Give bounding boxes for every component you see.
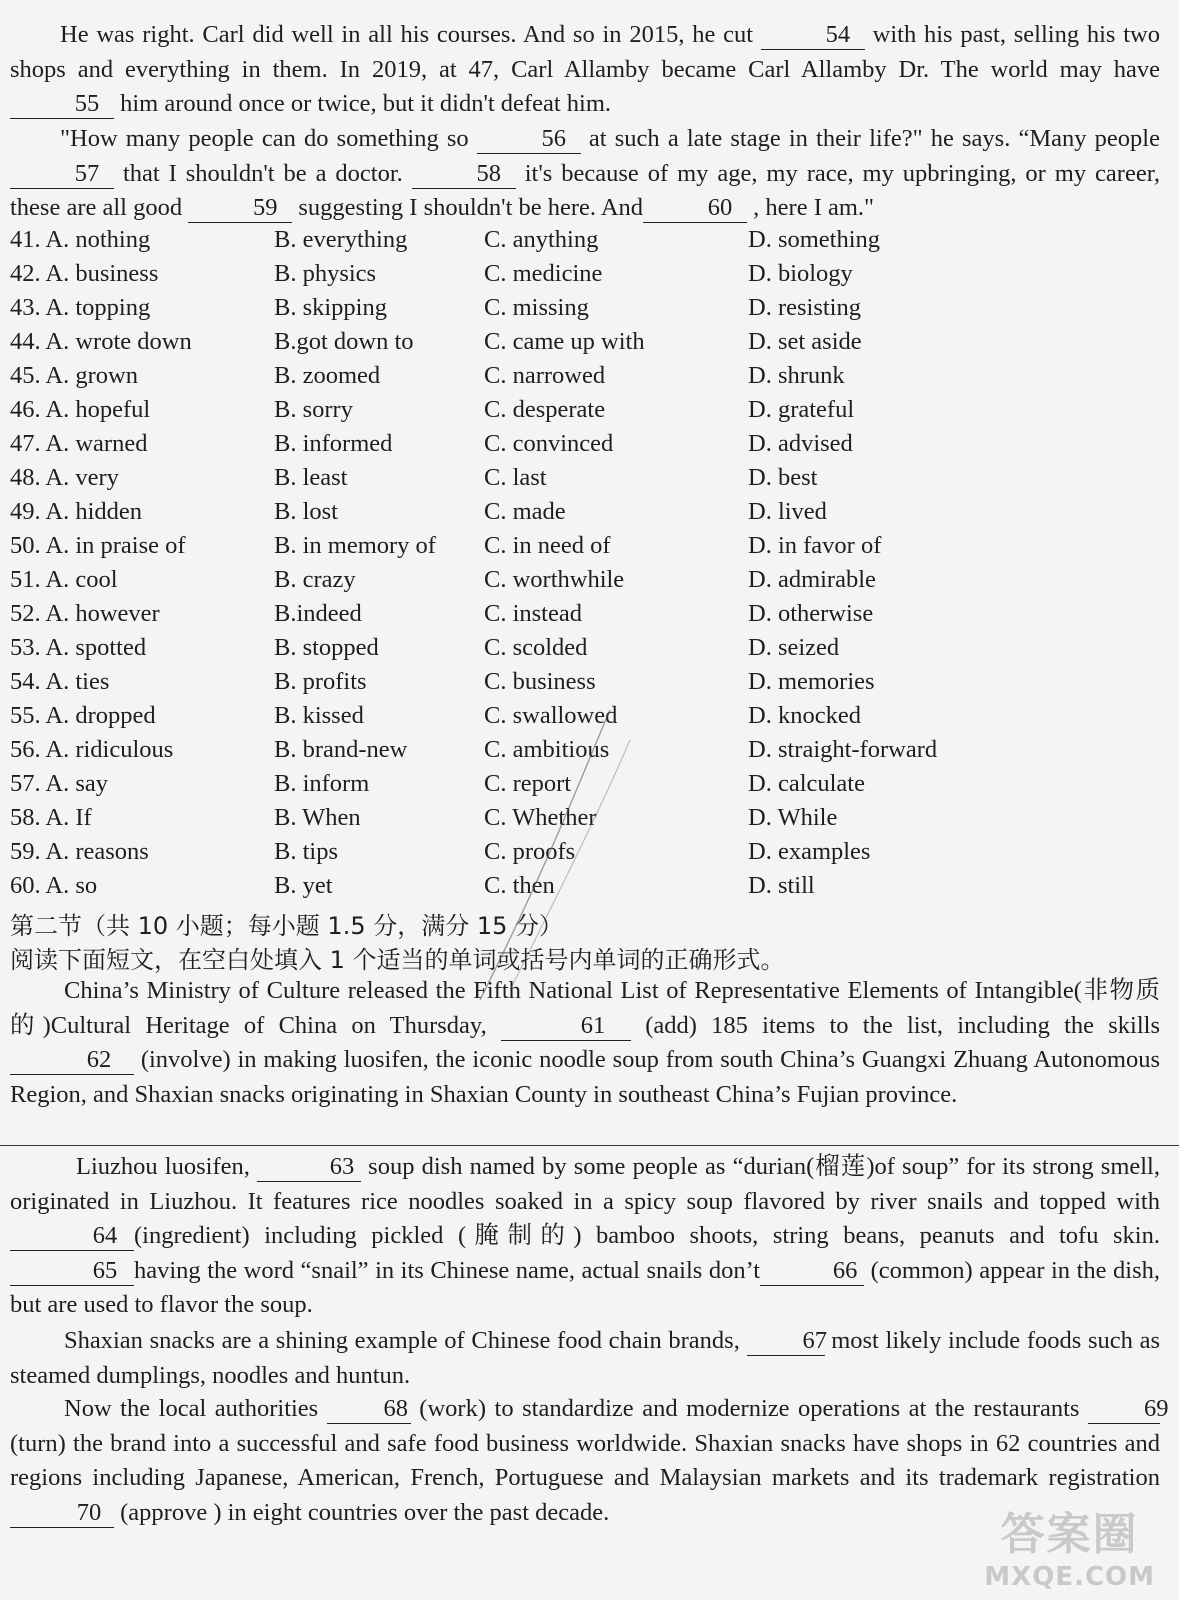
passage2-paragraph-2: Liuzhou luosifen, 63 soup dish named by some people as “durian(榴莲)of soup” for its strong smell, originated in Liuzhou. It features rice noodles soaked in a spicy soup flavored by river snails and topped with64 (ingredient) including pickled (腌制的) bamboo shoots, string beans, peanuts and tofu skin. 65 having the word “snail” in its Chinese name, actual snails don’t 66 (common) appear in the dish, but are used to flavor the soup. — [10, 1153, 1160, 1319]
option-c[interactable]: C. scolded — [484, 634, 588, 661]
option-c[interactable]: C. narrowed — [484, 362, 606, 389]
question-row — [10, 668, 1160, 702]
passage2-paragraph-3: Shaxian snacks are a shining example of Chinese food chain brands, 67 most likely include foods such as steamed dumplings, noodles and huntun. — [10, 1327, 1160, 1389]
option-a[interactable]: 47. A. warned — [10, 430, 148, 457]
option-d[interactable]: D. grateful — [748, 396, 855, 423]
blank-69[interactable]: 69 — [1088, 1395, 1160, 1424]
option-c[interactable]: C. business — [484, 668, 596, 695]
option-b[interactable]: B. in memory of — [274, 532, 436, 559]
option-a[interactable]: 58. A. If — [10, 804, 92, 831]
option-d[interactable]: D. shrunk — [748, 362, 845, 389]
blank-57[interactable]: 57 — [10, 160, 114, 189]
option-d[interactable]: D. in favor of — [748, 532, 882, 559]
option-c[interactable]: C. swallowed — [484, 702, 618, 729]
option-a[interactable]: 43. A. topping — [10, 294, 151, 321]
blank-65[interactable]: 65 — [10, 1257, 134, 1286]
option-d[interactable]: D. knocked — [748, 702, 861, 729]
question-row — [10, 838, 1160, 872]
option-a[interactable]: 41. A. nothing — [10, 226, 151, 253]
option-b[interactable]: B. skipping — [274, 294, 387, 321]
question-row — [10, 804, 1160, 838]
option-d[interactable]: D. resisting — [748, 294, 861, 321]
passage-paragraph-2: "How many people can do something so 56 at such a late stage in their life?" he says. “Many people 57 that I shouldn't be a doctor. 58 it's because of my age, my race, my upbringing, or my career, these are all good 59 suggesting I shouldn't be here. And 60 , here I am." — [10, 125, 1160, 222]
option-b[interactable]: B. crazy — [274, 566, 356, 593]
option-b[interactable]: B. brand-new — [274, 736, 408, 763]
option-c[interactable]: C. then — [484, 872, 555, 899]
blank-59[interactable]: 59 — [188, 194, 292, 223]
option-c[interactable]: C. desperate — [484, 396, 606, 423]
question-row — [10, 736, 1160, 770]
question-row — [10, 226, 1160, 260]
blank-68[interactable]: 68 — [327, 1395, 411, 1424]
option-a[interactable]: 53. A. spotted — [10, 634, 147, 661]
option-c[interactable]: C. in need of — [484, 532, 611, 559]
option-b[interactable]: B. lost — [274, 498, 338, 525]
watermark-logo: 答案圈 — [1000, 1509, 1139, 1560]
option-b[interactable]: B. everything — [274, 226, 408, 253]
question-row — [10, 498, 1160, 532]
blank-62[interactable]: 62 — [10, 1046, 134, 1075]
option-b[interactable]: B. sorry — [274, 396, 353, 423]
question-row — [10, 362, 1160, 396]
option-c[interactable]: C. missing — [484, 294, 589, 321]
question-row — [10, 634, 1160, 668]
question-row — [10, 702, 1160, 736]
option-d[interactable]: D. calculate — [748, 770, 865, 797]
option-c[interactable]: C. medicine — [484, 260, 603, 287]
option-b[interactable]: B. kissed — [274, 702, 364, 729]
option-c[interactable]: C. ambitious — [484, 736, 610, 763]
question-row — [10, 260, 1160, 294]
option-a[interactable]: 52. A. however — [10, 600, 160, 627]
option-c[interactable]: C. came up with — [484, 328, 645, 355]
question-row — [10, 872, 1160, 906]
option-d[interactable]: D. memories — [748, 668, 875, 695]
question-row — [10, 328, 1160, 362]
blank-63[interactable]: 63 — [257, 1153, 361, 1182]
option-c[interactable]: C. anything — [484, 226, 599, 253]
option-b[interactable]: B.got down to — [274, 328, 414, 355]
question-row — [10, 532, 1160, 566]
question-row — [10, 600, 1160, 634]
option-a[interactable]: 60. A. so — [10, 872, 98, 899]
question-row — [10, 430, 1160, 464]
blank-54[interactable]: 54 — [761, 21, 865, 50]
question-row — [10, 464, 1160, 498]
option-a[interactable]: 45. A. grown — [10, 362, 138, 389]
option-a[interactable]: 57. A. say — [10, 770, 108, 797]
passage2-paragraph-1: China’s Ministry of Culture released the Fifth National List of Representative Elements of Intangible(非物质的)Cultural Heritage of China on Thursday, 61 (add) 185 items to the list, including the skills 62 (involve) in making luosifen, the iconic noodle soup from south China’s Guangxi Zhuang Autonomous Region, and Shaxian snacks originating in Shaxian County in southeast China’s Fujian province. — [10, 977, 1160, 1108]
option-c[interactable]: C. made — [484, 498, 566, 525]
question-row — [10, 396, 1160, 430]
watermark — [984, 1498, 1155, 1592]
option-d[interactable]: D. seized — [748, 634, 840, 661]
option-a[interactable]: 42. A. business — [10, 260, 159, 287]
option-d[interactable]: D. otherwise — [748, 600, 874, 627]
option-b[interactable]: B. When — [274, 804, 361, 831]
option-c[interactable]: C. last — [484, 464, 547, 491]
option-a[interactable]: 44. A. wrote down — [10, 328, 192, 355]
option-d[interactable]: D. set aside — [748, 328, 862, 355]
blank-64[interactable]: 64 — [10, 1222, 134, 1251]
section-heading: 第二节（共 10 小题；每小题 1.5 分，满分 15 分） — [10, 912, 564, 940]
option-a[interactable]: 46. A. hopeful — [10, 396, 151, 423]
option-b[interactable]: B. inform — [274, 770, 370, 797]
option-c[interactable]: C. convinced — [484, 430, 614, 457]
option-d[interactable]: D. best — [748, 464, 818, 491]
option-a[interactable]: 59. A. reasons — [10, 838, 149, 865]
option-d[interactable]: D. admirable — [748, 566, 876, 593]
option-b[interactable]: B. informed — [274, 430, 393, 457]
option-b[interactable]: B. zoomed — [274, 362, 381, 389]
divider-line — [0, 1145, 1179, 1146]
option-a[interactable]: 55. A. dropped — [10, 702, 156, 729]
option-b[interactable]: B. yet — [274, 872, 333, 899]
option-c[interactable]: C. proofs — [484, 838, 576, 865]
option-b[interactable]: B. physics — [274, 260, 377, 287]
option-d[interactable]: D. examples — [748, 838, 871, 865]
option-d[interactable]: D. While — [748, 804, 838, 831]
question-row — [10, 566, 1160, 600]
option-d[interactable]: D. biology — [748, 260, 853, 287]
option-b[interactable]: B. tips — [274, 838, 338, 865]
blank-60[interactable]: 60 — [643, 194, 747, 223]
option-a[interactable]: 49. A. hidden — [10, 498, 143, 525]
option-d[interactable]: D. lived — [748, 498, 827, 525]
option-c[interactable]: C. Whether — [484, 804, 597, 831]
option-d[interactable]: D. still — [748, 872, 815, 899]
question-row — [10, 294, 1160, 328]
option-b[interactable]: B. least — [274, 464, 348, 491]
option-d[interactable]: D. straight-forward — [748, 736, 938, 763]
watermark-url: MXQE.COM — [984, 1562, 1155, 1592]
blank-66[interactable]: 66 — [760, 1257, 864, 1286]
blank-56[interactable]: 56 — [477, 125, 581, 154]
option-c[interactable]: C. worthwhile — [484, 566, 625, 593]
option-d[interactable]: D. something — [748, 226, 881, 253]
option-a[interactable]: 48. A. very — [10, 464, 119, 491]
question-row — [10, 770, 1160, 804]
option-a[interactable]: 50. A. in praise of — [10, 532, 186, 559]
blank-61[interactable]: 61 — [501, 1012, 631, 1041]
section-instruction: 阅读下面短文，在空白处填入 1 个适当的单词或括号内单词的正确形式。 — [10, 946, 785, 974]
blank-67[interactable]: 67 — [747, 1327, 825, 1356]
option-b[interactable]: B. stopped — [274, 634, 379, 661]
option-a[interactable]: 54. A. ties — [10, 668, 110, 695]
passage-paragraph-1: He was right. Carl did well in all his courses. And so in 2015, he cut 54 with his past, selling his two shops and everything in them. In 2019, at 47, Carl Allamby became Carl Allamby Dr. The world may have55 him around once or twice, but it didn't defeat him. — [10, 21, 1160, 118]
option-b[interactable]: B. profits — [274, 668, 367, 695]
option-d[interactable]: D. advised — [748, 430, 853, 457]
blank-58[interactable]: 58 — [412, 160, 516, 189]
option-a[interactable]: 56. A. ridiculous — [10, 736, 174, 763]
passage2-paragraph-4: Now the local authorities 68 (work) to standardize and modernize operations at the restaurants 69 (turn) the brand into a successful and safe food business worldwide. Shaxian snacks have shops in 62 countries and regions including Japanese, American, French, Portuguese and Malaysian markets and its trademark registration 70 (approve ) in eight countries over the past decade. — [10, 1395, 1169, 1526]
option-c[interactable]: C. instead — [484, 600, 582, 627]
blank-70[interactable]: 70 — [10, 1499, 114, 1528]
blank-55[interactable]: 55 — [10, 90, 114, 119]
option-a[interactable]: 51. A. cool — [10, 566, 118, 593]
option-c[interactable]: C. report — [484, 770, 572, 797]
option-b[interactable]: B.indeed — [274, 600, 362, 627]
